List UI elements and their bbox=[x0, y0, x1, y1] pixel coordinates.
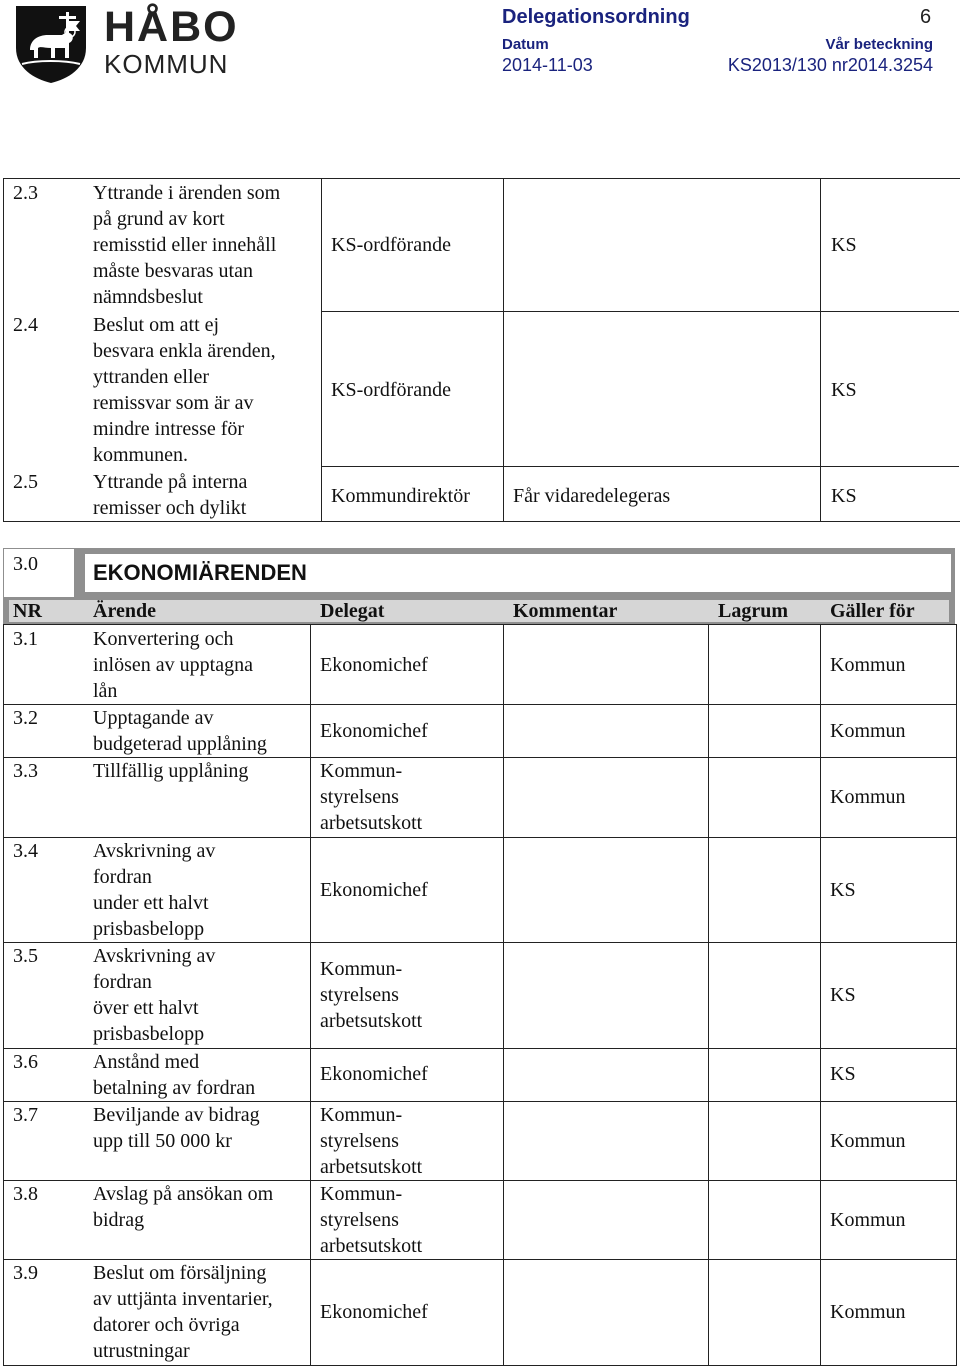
row-arende: Beslut om att ej besvara enkla ärenden, yttranden eller remissvar som är av mindre intresse för kommunen. bbox=[93, 314, 276, 466]
row-delegat: Ekonomichef bbox=[320, 1063, 428, 1085]
col-header-kommentar: Kommentar bbox=[513, 600, 618, 622]
row-delegat: Ekonomichef bbox=[320, 654, 428, 676]
row-arende: Avskrivning av fordran under ett halvt prisbasbelopp bbox=[93, 840, 216, 940]
row-delegat: Ekonomichef bbox=[320, 720, 428, 742]
brand-subtitle: KOMMUN bbox=[104, 49, 229, 79]
col-header-lagrum: Lagrum bbox=[718, 600, 788, 622]
row-arende: Beslut om försäljning av uttjänta inventarier, datorer och övriga utrustningar bbox=[93, 1262, 273, 1362]
row-arende: Yttrande i ärenden som på grund av kort remisstid eller innehåll måste besvaras utan nämndsbeslut bbox=[93, 182, 281, 308]
row-arende: Konvertering och inlösen av upptagna lån bbox=[93, 628, 253, 702]
row-arende: Beviljande av bidrag upp till 50 000 kr bbox=[93, 1104, 260, 1152]
row-galler: KS bbox=[830, 984, 856, 1006]
row-arende: Yttrande på interna remisser och dylikt bbox=[93, 471, 248, 519]
row-nr: 3.9 bbox=[13, 1262, 38, 1284]
row-galler: KS bbox=[831, 485, 857, 507]
reference-value: KS2013/130 nr2014.3254 bbox=[727, 55, 933, 75]
row-arende: Avskrivning av fordran över ett halvt prisbasbelopp bbox=[93, 945, 216, 1045]
date-label: Datum bbox=[502, 36, 549, 53]
row-galler: KS bbox=[831, 234, 857, 256]
row-galler: Kommun bbox=[830, 720, 906, 742]
row-nr: 3.8 bbox=[13, 1183, 38, 1205]
col-header-delegat: Delegat bbox=[320, 600, 385, 622]
row-nr: 3.2 bbox=[13, 707, 38, 729]
reference-label: Vår beteckning bbox=[825, 36, 933, 53]
row-galler: Kommun bbox=[830, 1130, 906, 1152]
section-title: EKONOMIÄRENDEN bbox=[93, 560, 307, 585]
coat-of-arms-logo bbox=[12, 2, 90, 84]
col-header-nr: NR bbox=[13, 600, 42, 622]
row-nr: 3.5 bbox=[13, 945, 38, 967]
row-nr: 3.4 bbox=[13, 840, 38, 862]
row-galler: KS bbox=[831, 379, 857, 401]
row-nr: 2.4 bbox=[13, 314, 38, 336]
col-header-arende: Ärende bbox=[93, 600, 156, 622]
row-nr: 3.3 bbox=[13, 760, 38, 782]
municipality-brand bbox=[104, 3, 239, 79]
row-delegat: KS-ordförande bbox=[331, 379, 451, 401]
row-galler: Kommun bbox=[830, 1301, 906, 1323]
row-nr: 2.5 bbox=[13, 471, 38, 493]
row-nr: 3.7 bbox=[13, 1104, 38, 1126]
row-nr: 3.1 bbox=[13, 628, 38, 650]
row-nr: 3.6 bbox=[13, 1051, 38, 1073]
row-galler: KS bbox=[830, 879, 856, 901]
page-number: 6 bbox=[920, 6, 932, 28]
row-delegat: Kommun- styrelsens arbetsutskott bbox=[320, 1104, 423, 1178]
section-number: 3.0 bbox=[13, 553, 38, 575]
row-kommentar: Får vidaredelegeras bbox=[513, 485, 671, 507]
row-delegat: Kommun- styrelsens arbetsutskott bbox=[320, 958, 423, 1032]
row-arende: Upptagande av budgeterad upplåning bbox=[93, 707, 267, 755]
col-header-galler: Gäller för bbox=[830, 600, 915, 622]
row-delegat: Kommun- styrelsens arbetsutskott bbox=[320, 1183, 423, 1257]
row-galler: Kommun bbox=[830, 654, 906, 676]
row-nr: 2.3 bbox=[13, 182, 38, 204]
brand-name: HÅBO bbox=[104, 3, 239, 51]
date-value: 2014-11-03 bbox=[502, 55, 593, 75]
row-arende: Anstånd med betalning av fordran bbox=[93, 1051, 256, 1099]
row-delegat: Kommundirektör bbox=[331, 485, 470, 507]
document-title: Delegationsordning bbox=[502, 6, 690, 28]
row-galler: KS bbox=[830, 1063, 856, 1085]
row-delegat: Ekonomichef bbox=[320, 879, 428, 901]
row-galler: Kommun bbox=[830, 1209, 906, 1231]
row-arende: Tillfällig upplåning bbox=[93, 760, 249, 782]
row-arende: Avslag på ansökan om bidrag bbox=[93, 1183, 274, 1231]
row-delegat: KS-ordförande bbox=[331, 234, 451, 256]
row-delegat: Ekonomichef bbox=[320, 1301, 428, 1323]
row-delegat: Kommun- styrelsens arbetsutskott bbox=[320, 760, 423, 834]
row-galler: Kommun bbox=[830, 786, 906, 808]
